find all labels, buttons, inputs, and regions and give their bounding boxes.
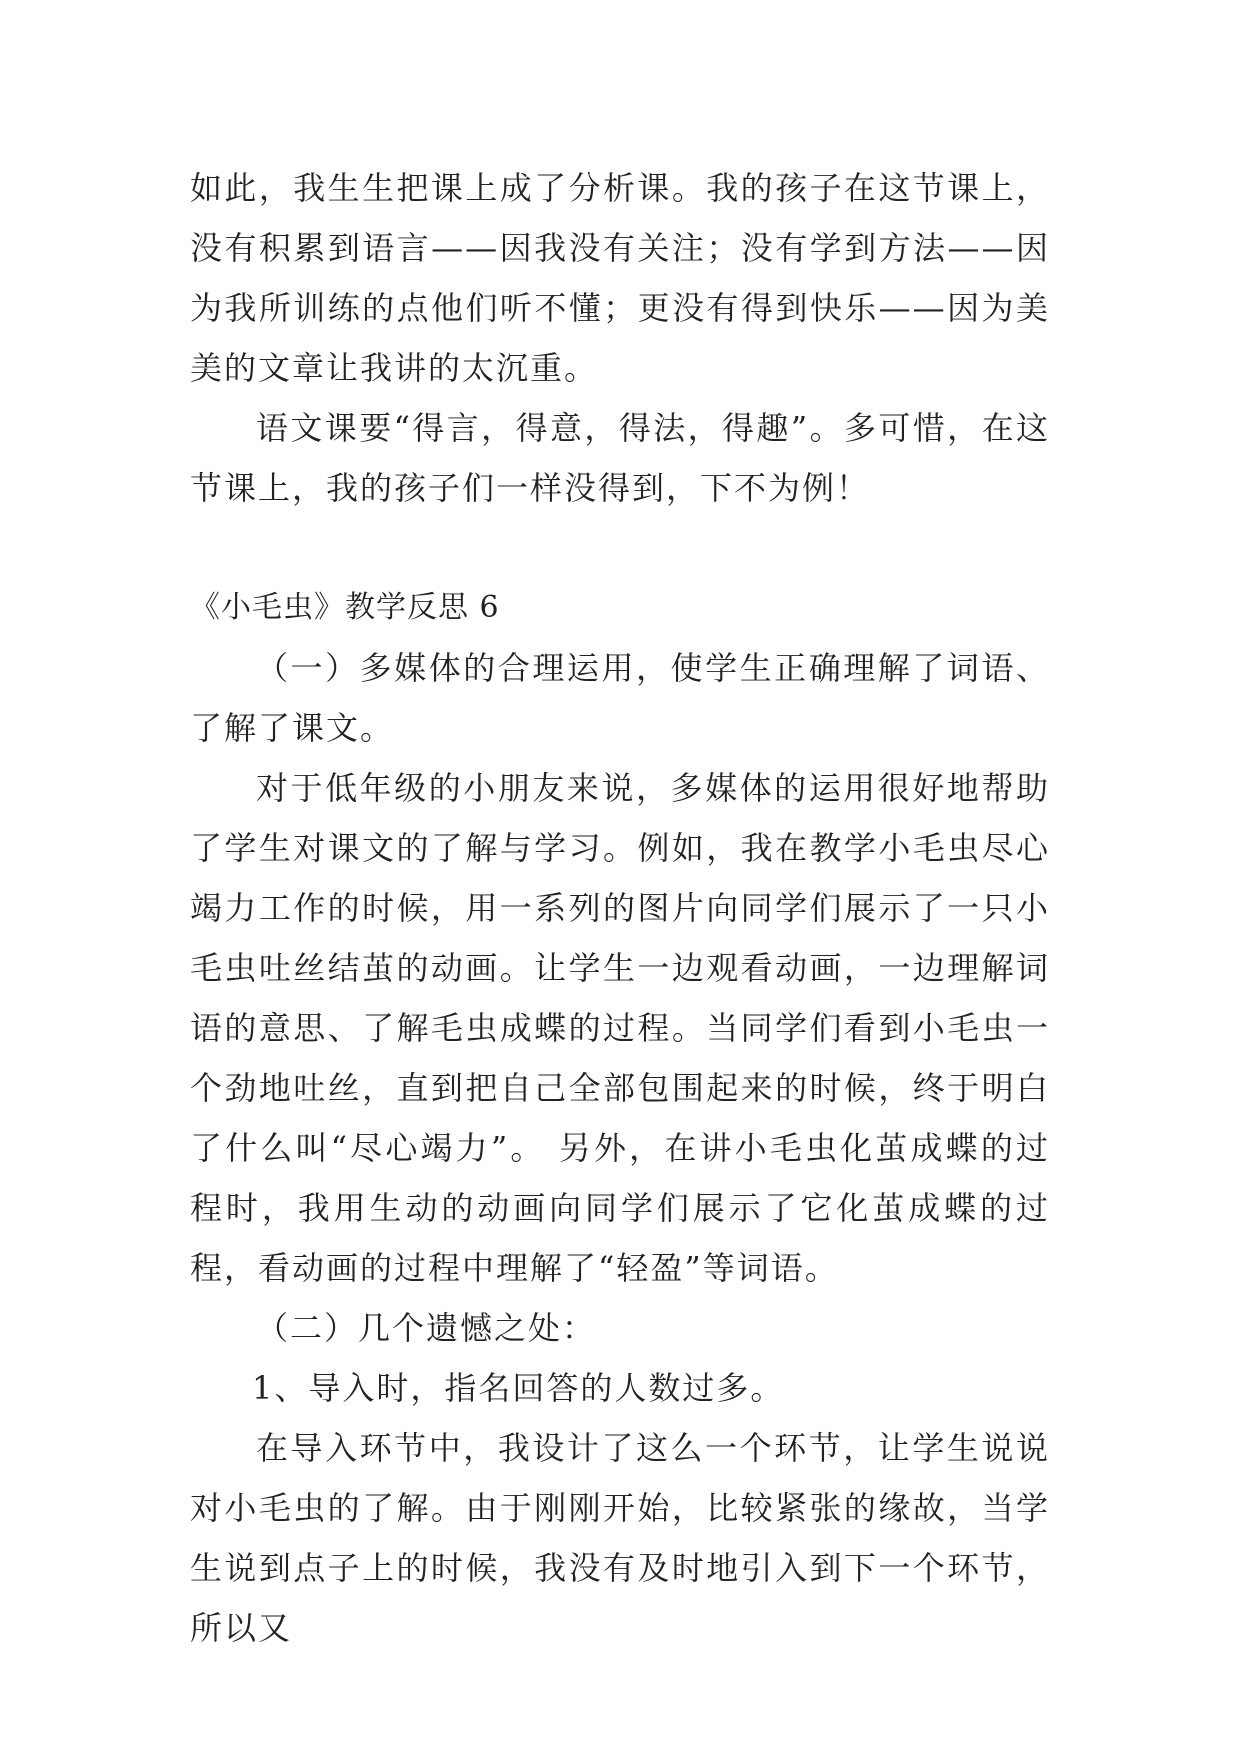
paragraph: 如此，我生生把课上成了分析课。我的孩子在这节课上，没有积累到语言——因我没有关注；没有学到方法——因为我所训练的点他们听不懂；更没有得到快乐——因为美美的文章让我讲的太沉重。 bbox=[190, 169, 1050, 387]
paragraph: 对于低年级的小朋友来说，多媒体的运用很好地帮助了学生对课文的了解与学习。例如，我在教学小毛虫尽心竭力工作的时候，用一系列的图片向同学们展示了一只小毛虫吐丝结茧的动画。让学生一边观看动画，一边理解词语的意思、了解毛虫成蝶的过程。当同学们看到小毛虫一个劲地吐丝，直到把自己全部包围起来的时候，终于明白了什么叫“尽心竭力”。 另外，在讲小毛虫化茧成蝶的过程时，我用生动的动画向同学们展示了它化茧成蝶的过程，看动画的过程中理解了“轻盈”等词语。 bbox=[190, 769, 1050, 1287]
document-body bbox=[190, 158, 1050, 1658]
section-title: 《小毛虫》教学反思 6 bbox=[190, 590, 500, 625]
subheading: （一）多媒体的合理运用，使学生正确理解了词语、了解了课文。 bbox=[190, 649, 1050, 747]
paragraph: 在导入环节中，我设计了这么一个环节，让学生说说对小毛虫的了解。由于刚刚开始，比较紧张的缘故，当学生说到点子上的时候，我没有及时地引入到下一个环节，所以又 bbox=[190, 1429, 1050, 1647]
subheading: （二）几个遗憾之处： bbox=[256, 1309, 597, 1347]
list-item: 1、导入时，指名回答的人数过多。 bbox=[252, 1369, 785, 1407]
paragraph: 语文课要“得言，得意，得法，得趣”。多可惜，在这节课上，我的孩子们一样没得到，下不为例！ bbox=[190, 409, 1050, 507]
